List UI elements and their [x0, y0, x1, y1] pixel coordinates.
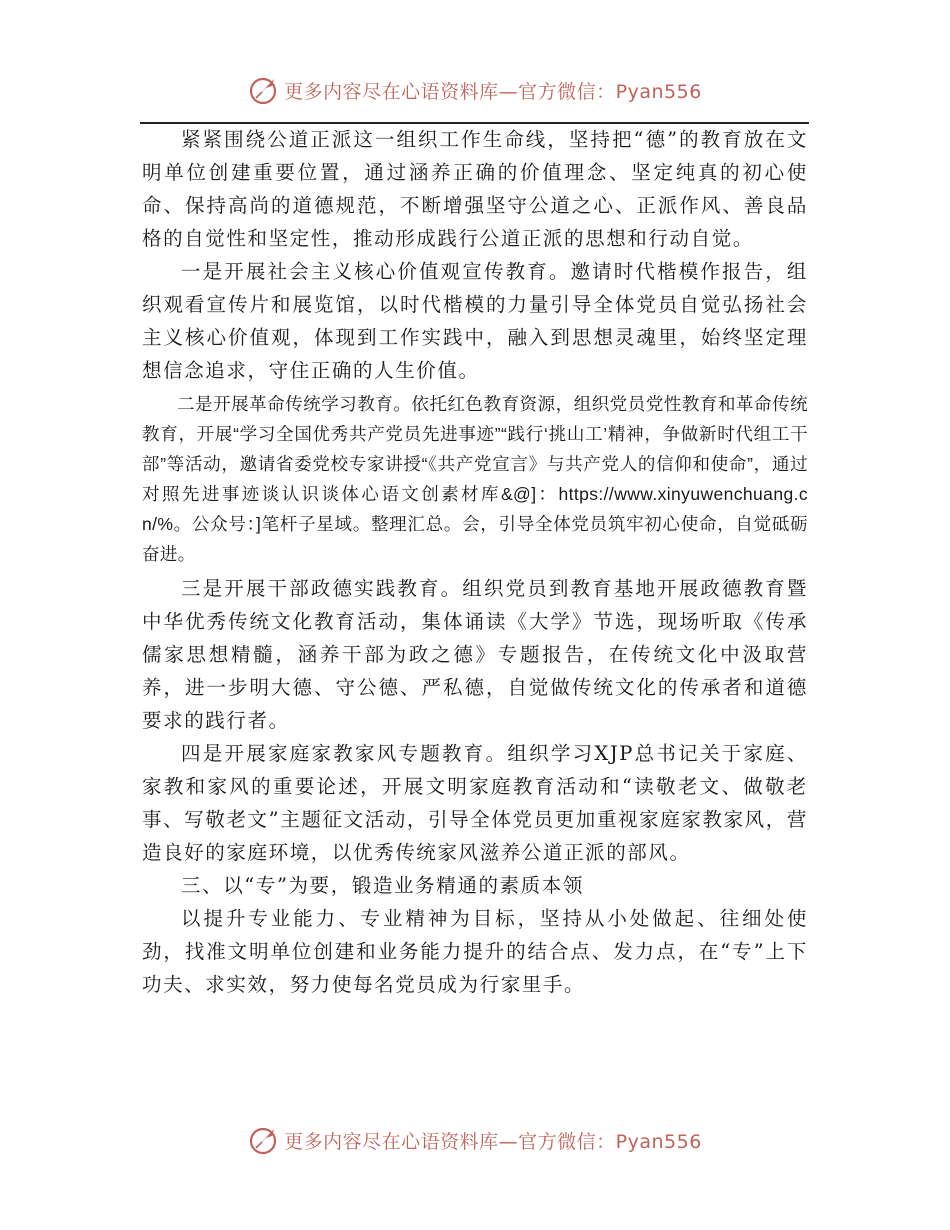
paragraph-section-intro: 以提升专业能力、专业精神为目标，坚持从小处做起、往细处使劲，找准文明单位创建和业务能力提升的结合点、发力点，在“专”上下功夫、求实效，努力使每名党员成为行家里手。 [142, 907, 808, 996]
section-heading: 三、以“专”为要，锻造业务精通的素质本领 [181, 874, 584, 897]
paragraph-item-4: 四是开展家庭家教家风专题教育。组织学习XJP总书记关于家庭、家教和家风的重要论述，开展文明家庭教育活动和“读敬老文、做敬老事、写敬老文”主题征文活动，引导全体党员更加重视家庭家教家风，营造良好的家庭环境，以优秀传统家风滋养公道正派的部风。 [142, 742, 808, 864]
quill-circle-icon [248, 74, 280, 106]
paragraph-intro: 紧紧围绕公道正派这一组织工作生命线，坚持把“德”的教育放在文明单位创建重要位置，通过涵养正确的价值理念、坚定纯真的初心使命、保持高尚的道德规范，不断增强坚守公道之心、正派作风、善良品格的自觉性和坚定性，推动形成践行公道正派的思想和行动自觉。 [142, 128, 808, 250]
footer-text: 更多内容尽在心语资料库—官方微信：Pyan556 [284, 1130, 702, 1153]
header-banner [0, 70, 950, 110]
footer-banner [0, 1120, 950, 1160]
paragraph-item-1: 一是开展社会主义核心价值观宣传教育。邀请时代楷模作报告，组织观看宣传片和展览馆，以时代楷模的力量引导全体党员自觉弘扬社会主义核心价值观，体现到工作实践中，融入到思想灵魂里，始终坚定理想信念追求，守住正确的人生价值。 [142, 260, 808, 382]
paragraph-item-2: 二是开展革命传统学习教育。依托红色教育资源，组织党员党性教育和革命传统教育，开展“学习全国优秀共产党员先进事迹”“践行‘挑山工’精神，争做新时代组工干部”等活动，邀请省委党校专家讲授“《共产党宣言》与共产党人的信仰和使命”，通过对照先进事迹谈认识谈体心语文创素材库&@]：https://www.xinyuwenchuang.cn/%。公众号：]笔杆子星域。整理汇总。会，引导全体党员筑牢初心使命，自觉砥砺奋进。 [142, 394, 808, 564]
paragraph-item-3: 三是开展干部政德实践教育。组织党员到教育基地开展政德教育暨中华优秀传统文化教育活动，集体诵读《大学》节选，现场听取《传承儒家思想精髓，涵养干部为政之德》专题报告，在传统文化中汲取营养，进一步明大德、守公德、严私德，自觉做传统文化的传承者和道德要求的践行者。 [142, 577, 808, 732]
document-body [142, 123, 808, 1001]
header-text: 更多内容尽在心语资料库—官方微信：Pyan556 [284, 80, 702, 103]
quill-circle-icon [248, 1124, 280, 1156]
